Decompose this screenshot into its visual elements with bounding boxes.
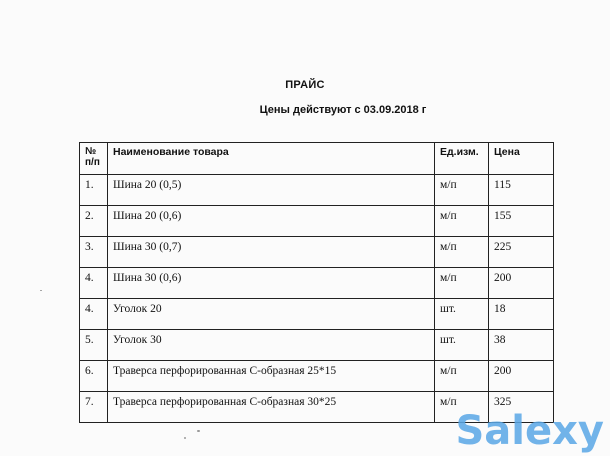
header-num: № п/п (80, 143, 108, 175)
row-price: 225 (489, 237, 554, 268)
row-unit: м/п (435, 206, 489, 237)
scan-speck (40, 290, 42, 291)
table-row (80, 299, 554, 330)
row-name: Уголок 20 (108, 299, 435, 330)
row-unit: м/п (435, 175, 489, 206)
row-unit: м/п (435, 237, 489, 268)
salexy-watermark-logo: Salexy (455, 408, 604, 454)
header-name: Наименование товара (108, 143, 435, 175)
row-num: 4. (80, 299, 108, 330)
row-num: 1. (80, 175, 108, 206)
row-price: 18 (489, 299, 554, 330)
row-num: 5. (80, 330, 108, 361)
table-row (80, 206, 554, 237)
row-name: Траверса перфорированная С-образная 30*25 (108, 392, 435, 423)
row-price: 38 (489, 330, 554, 361)
row-price: 115 (489, 175, 554, 206)
table-row (80, 175, 554, 206)
row-price: 200 (489, 361, 554, 392)
row-num: 7. (80, 392, 108, 423)
table-row (80, 361, 554, 392)
row-name: Шина 30 (0,7) (108, 237, 435, 268)
table-row (80, 237, 554, 268)
document-title: ПРАЙС (285, 79, 325, 91)
table-row (80, 330, 554, 361)
row-num: 3. (80, 237, 108, 268)
header-price: Цена (489, 143, 554, 175)
row-price: 325 (489, 392, 554, 423)
scan-speck (184, 437, 186, 439)
price-table (79, 142, 554, 423)
row-num: 6. (80, 361, 108, 392)
scan-speck (197, 430, 200, 432)
row-unit: шт. (435, 299, 489, 330)
row-num: 4. (80, 268, 108, 299)
table-row (80, 268, 554, 299)
row-name: Шина 20 (0,6) (108, 206, 435, 237)
row-unit: м/п (435, 361, 489, 392)
row-name: Уголок 30 (108, 330, 435, 361)
row-unit: шт. (435, 330, 489, 361)
row-unit: м/п (435, 268, 489, 299)
header-unit: Ед.изм. (435, 143, 489, 175)
row-name: Шина 20 (0,5) (108, 175, 435, 206)
row-price: 200 (489, 268, 554, 299)
row-unit: м/п (435, 392, 489, 423)
row-name: Траверса перфорированная С-образная 25*15 (108, 361, 435, 392)
table-header-row (80, 143, 554, 175)
row-name: Шина 30 (0,6) (108, 268, 435, 299)
row-price: 155 (489, 206, 554, 237)
document-subtitle: Цены действуют с 03.09.2018 г (259, 104, 427, 116)
row-num: 2. (80, 206, 108, 237)
